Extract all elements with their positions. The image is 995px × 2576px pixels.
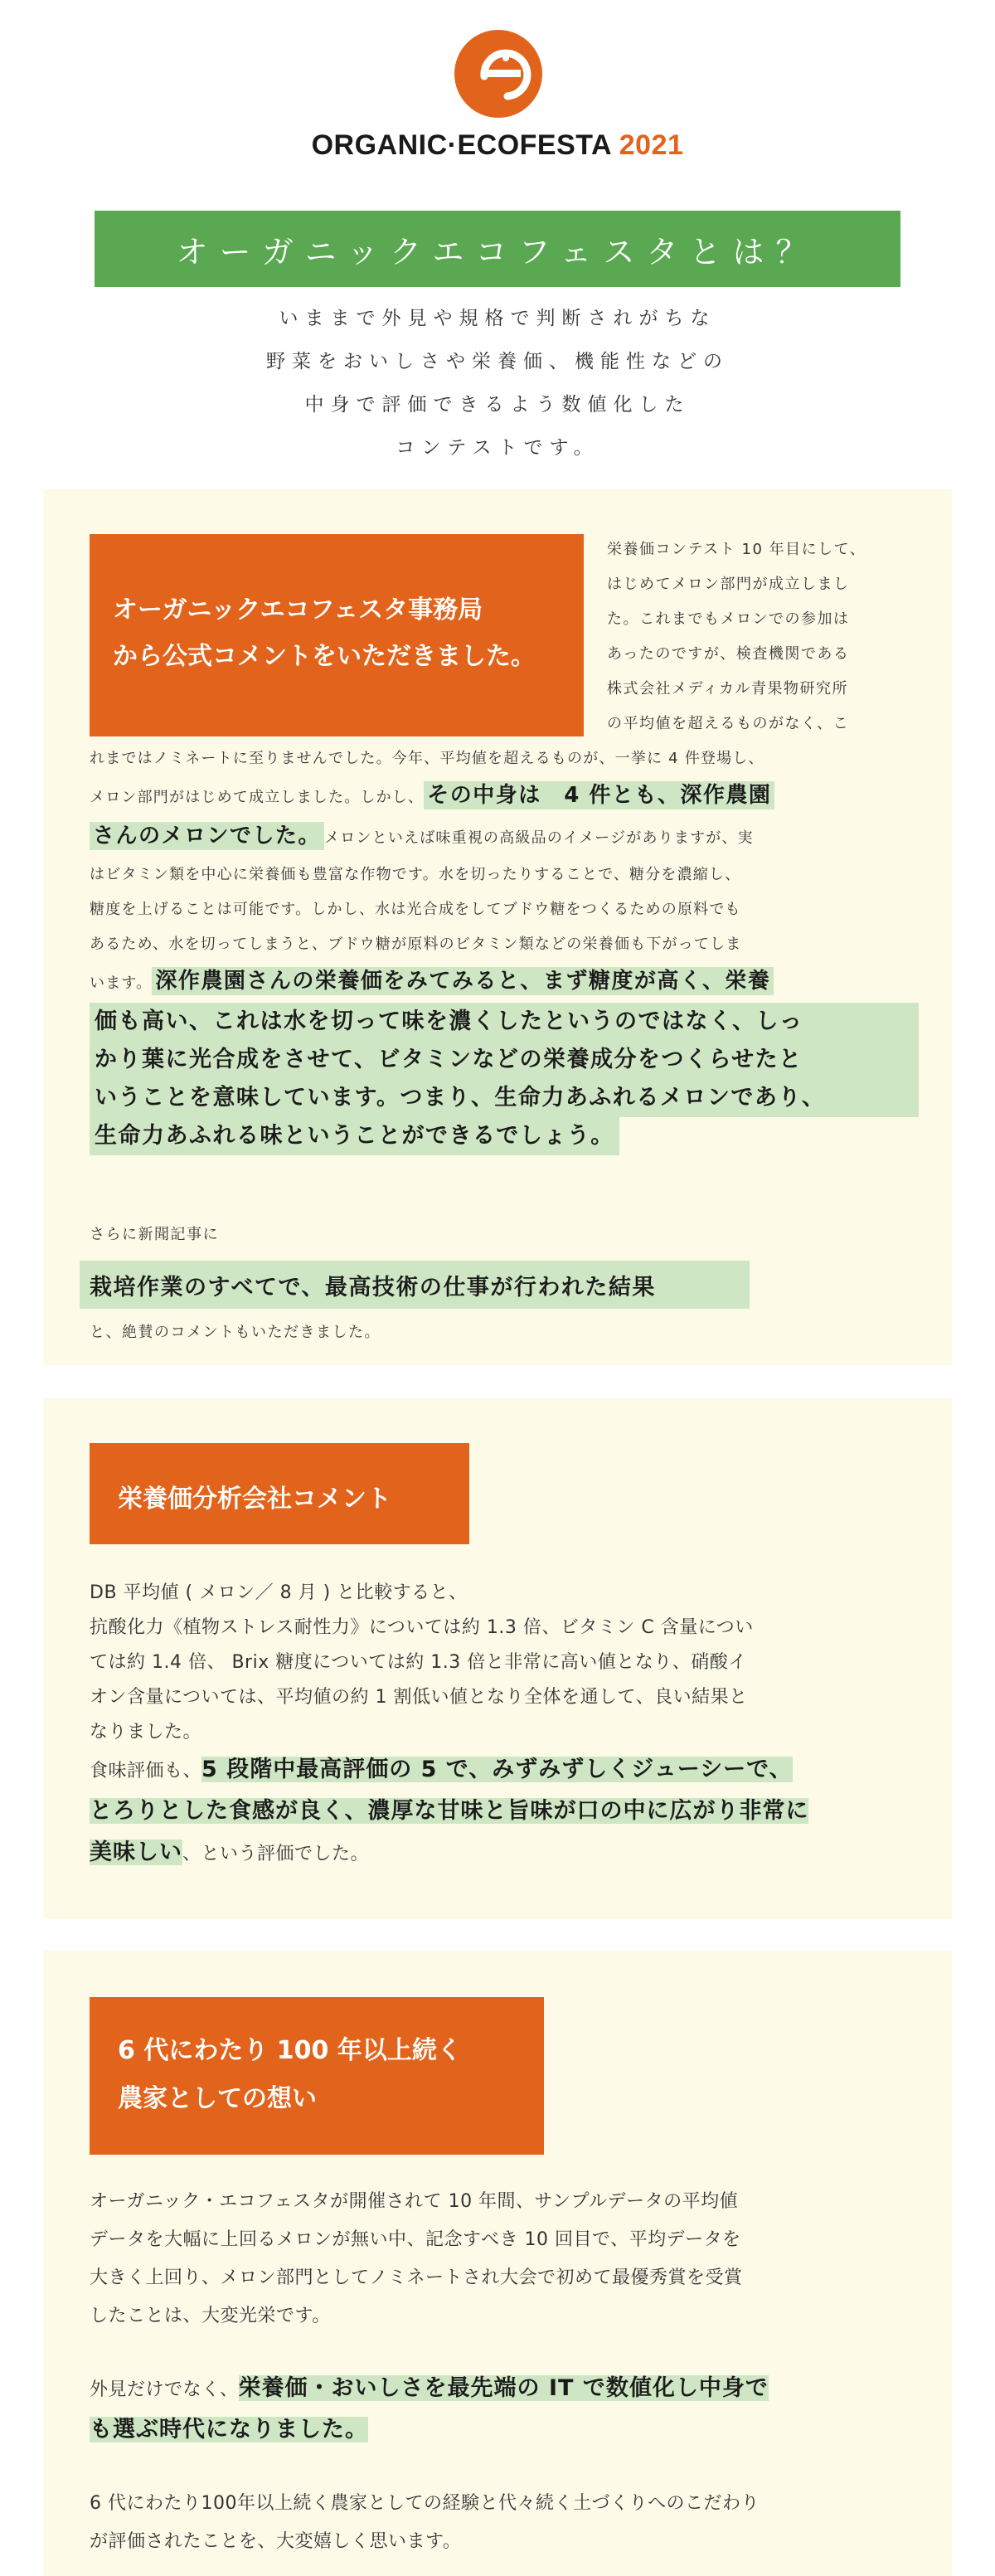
text-line: 株式会社メディカル青果物研究所 xyxy=(607,680,849,697)
spacer xyxy=(90,2452,919,2485)
text-line: はビタミン類を中心に栄養価も豊富な作物です。水を切ったりすることで、糖分を濃縮し、 xyxy=(90,866,741,883)
intro-text xyxy=(0,297,995,469)
page-title-banner xyxy=(95,211,900,287)
news-outro: と、絶賛のコメントもいただきました。 xyxy=(90,1324,381,1341)
section-heading xyxy=(90,534,584,736)
logo-wordmark xyxy=(0,129,995,162)
highlight-line: かり葉に光合成をさせて、ビタミンなどの栄養成分をつくらせたと xyxy=(90,1041,919,1079)
text-line: なりました。 xyxy=(90,1722,202,1742)
text-line: あるため、水を切ってしまうと、ブドウ糖が原料のビタミン類などの栄養価も下がってしま xyxy=(90,936,742,953)
logo-brand: ORGANIC·ECOFESTA xyxy=(311,129,619,161)
section-official-comment xyxy=(43,489,952,1365)
highlight-text: 深作農園さんの栄養価をみてみると、まず糖度が高く、栄養 xyxy=(152,967,774,995)
text-line: オン含量については、平均値の約 1 割低い値となり全体を通して、良い結果と xyxy=(90,1687,748,1708)
text-line-with-highlight xyxy=(90,776,919,817)
section-farmer-message xyxy=(43,1951,952,2576)
heading-line: から公式コメントをいただきました。 xyxy=(113,642,536,671)
logo-year: 2021 xyxy=(619,129,684,161)
highlight-text: も選ぶ時代になりました。 xyxy=(90,2417,368,2442)
highlight-text: とろりとした食感が良く、濃厚な甘味と旨味が口の中に広がり非常に xyxy=(90,1798,809,1824)
text-line: オーガニック・エコフェスタが開催されて 10 年間、サンプルデータの平均値 xyxy=(90,2191,739,2212)
text-line-with-highlight xyxy=(90,2369,919,2410)
text-line: が評価されたことを、大変嬉しく思います。 xyxy=(90,2531,462,2552)
text-line: 糖度を上げることは可能です。しかし、水は光合成をしてブドウ糖をつくるための原料でも xyxy=(90,901,741,918)
ecofesta-logo-icon xyxy=(453,28,544,119)
news-intro: さらに新聞記事に xyxy=(90,1226,219,1243)
news-quote: 栽培作業のすべてで、最高技術の仕事が行われた結果 xyxy=(80,1261,750,1309)
text-line: 6 代にわたり100年以上続く農家としての経験と代々続く土づくりへのこだわり xyxy=(90,2493,760,2514)
text-line-with-highlight xyxy=(90,1791,919,1833)
heading-line: オーガニックエコフェスタ事務局 xyxy=(113,595,483,625)
text-line: 抗酸化力《植物ストレス耐性力》については約 1.3 倍、ビタミン C 含量につい xyxy=(90,1617,754,1638)
spacer xyxy=(90,2335,919,2369)
text-line: の平均値を超えるものがなく、こ xyxy=(607,715,850,732)
text-line-with-highlight xyxy=(90,817,919,858)
farmer-text xyxy=(90,2183,919,2561)
text-line-with-highlight xyxy=(90,1750,919,1791)
highlight-line: 生命力あふれる味ということができるでしょう。 xyxy=(90,1117,619,1155)
logo xyxy=(0,25,995,174)
text-line: はじめてメロン部門が成立しまし xyxy=(607,576,850,593)
body-text xyxy=(90,741,919,1169)
text-span: 食味評価も、 xyxy=(90,1761,202,1781)
text-line: た。これまでもメロンでの参加は xyxy=(607,610,850,628)
text-line: あったのですが、検査機関である xyxy=(607,645,850,663)
analysis-text xyxy=(90,1576,919,1874)
text-line: れまではノミネートに至りませんでした。今年、平均値を超えるものが、一挙に 4 件登場し、 xyxy=(90,750,764,767)
intro-line: 中身で評価できるよう数値化した xyxy=(304,394,691,416)
text-span: メロンといえば味重視の高級品のイメージがありますが、実 xyxy=(324,829,754,847)
highlight-text: その中身は 4 件とも、深作農園 xyxy=(424,781,774,809)
section-analysis-comment xyxy=(43,1398,952,1919)
side-text xyxy=(607,532,914,741)
page-title: オーガニックエコフェスタとは？ xyxy=(176,233,819,270)
section-heading xyxy=(90,1997,544,2155)
text-line: ては約 1.4 倍、 Brix 糖度については約 1.3 倍と非常に高い値となり、硝酸イ xyxy=(90,1652,747,1673)
highlight-line: いうことを意味しています。つまり、生命力あふれるメロンであり、 xyxy=(90,1079,919,1117)
section-heading: 栄養価分析会社コメント xyxy=(90,1443,469,1544)
highlight-text: さんのメロンでした。 xyxy=(90,822,324,850)
text-line: DB 平均値 ( メロン／ 8 月 ) と比較すると、 xyxy=(90,1582,468,1603)
text-span: 、という評価でした。 xyxy=(182,1844,370,1864)
text-line: データを大幅に上回るメロンが無い中、記念すべき 10 回目で、平均データを xyxy=(90,2229,741,2250)
text-span: メロン部門がはじめて成立しました。しかし、 xyxy=(90,789,425,806)
heading-line: 農家としての想い xyxy=(118,2084,317,2113)
text-line: 大きく上回り、メロン部門としてノミネートされ大会で初めて最優秀賞を受賞 xyxy=(90,2267,743,2288)
highlight-text: 美味しい xyxy=(90,1840,182,1865)
highlight-line: 価も高い、これは水を切って味を濃くしたというのではなく、しっ xyxy=(90,1003,919,1041)
intro-line: 野菜をおいしさや栄養価、機能性などの xyxy=(266,351,729,372)
highlight-text: 栄養価・おいしさを最先端の IT で数値化し中身で xyxy=(238,2375,769,2401)
highlight-text: 5 段階中最高評価の 5 で、みずみずしくジューシーで、 xyxy=(201,1757,793,1782)
text-line: 栄養価コンテスト 10 年目にして、 xyxy=(607,541,866,558)
text-line-with-highlight xyxy=(90,1833,919,1874)
intro-line: コンテストです。 xyxy=(396,437,599,459)
intro-line: いままで外見や規格で判断されがちな xyxy=(279,308,716,329)
text-line-with-highlight xyxy=(90,962,919,1003)
text-line-with-highlight xyxy=(90,2410,919,2452)
text-line: したことは、大変光栄です。 xyxy=(90,2306,331,2326)
heading-line: 6 代にわたり 100 年以上続く xyxy=(118,2036,462,2065)
text-span: います。 xyxy=(90,975,153,992)
text-span: 外見だけでなく、 xyxy=(90,2379,239,2400)
